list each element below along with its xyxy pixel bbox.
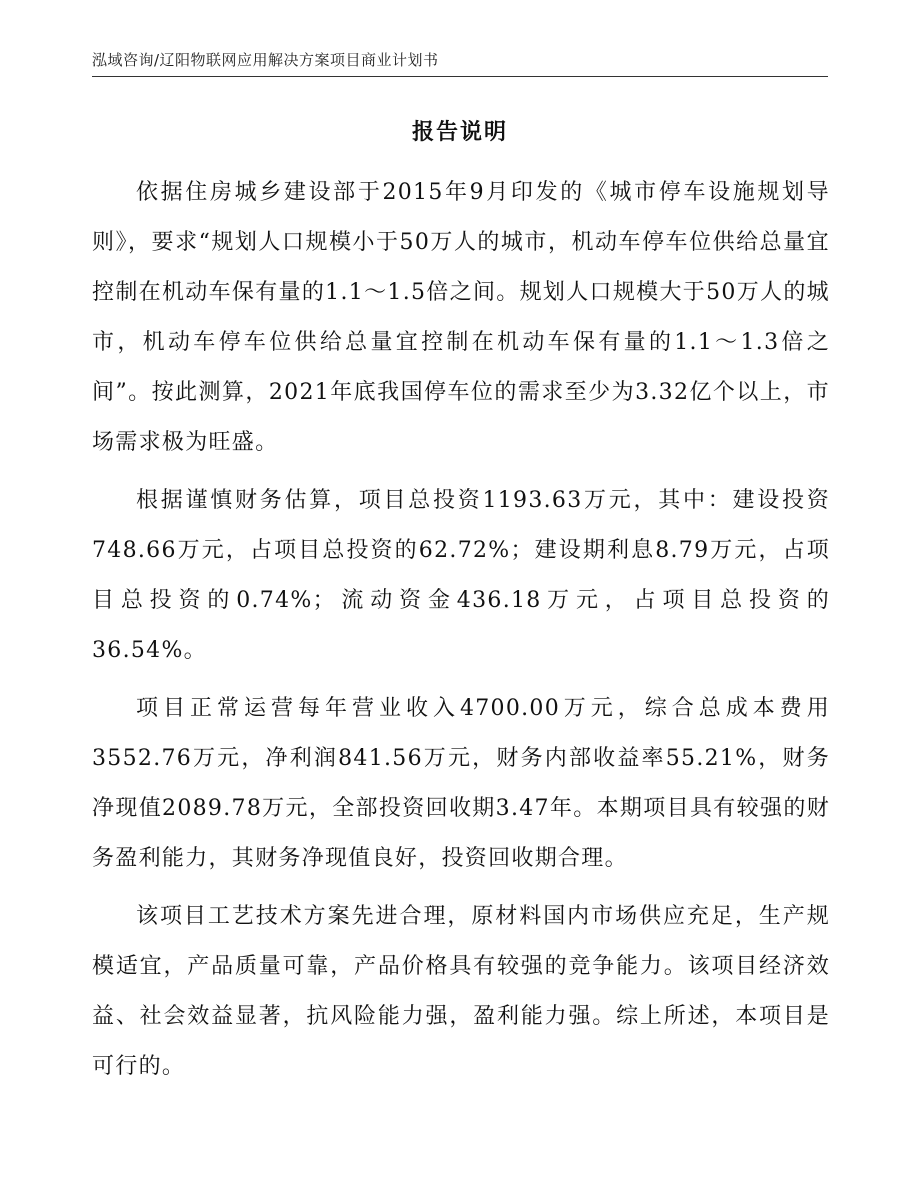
report-body [92, 168, 830, 1100]
paragraph-conclusion: 该项目工艺技术方案先进合理，原材料国内市场供应充足，生产规模适宜，产品质量可靠，产品价格具有较强的竞争能力。该项目经济效益、社会效益显著，抗风险能力强，盈利能力强。综上所述，本项目是可行的。 [92, 904, 830, 1079]
paragraph-parking-demand: 依据住房城乡建设部于2015年9月印发的《城市停车设施规划导则》，要求“规划人口规模小于50万人的城市，机动车停车位供给总量宜控制在机动车保有量的1.1～1.5倍之间。规划人口规模大于50万人的城市，机动车停车位供给总量宜控制在机动车保有量的1.1～1.3倍之间”。按此测算，2021年底我国停车位的需求至少为3.32亿个以上，市场需求极为旺盛。 [92, 180, 830, 455]
page-title: 报告说明 [411, 120, 508, 145]
header-divider [92, 76, 828, 77]
paragraph-financials: 项目正常运营每年营业收入4700.00万元，综合总成本费用3552.76万元，净利润841.56万元，财务内部收益率55.21%，财务净现值2089.78万元，全部投资回收期3.47年。本期项目具有较强的财务盈利能力，其财务净现值良好，投资回收期合理。 [92, 696, 830, 871]
paragraph-investment: 根据谨慎财务估算，项目总投资1193.63万元，其中：建设投资748.66万元，占项目总投资的62.72%；建设期利息8.79万元，占项目总投资的0.74%；流动资金436.18万元，占项目总投资的36.54%。 [92, 488, 830, 663]
running-header: 泓域咨询/辽阳物联网应用解决方案项目商业计划书 [92, 51, 439, 69]
